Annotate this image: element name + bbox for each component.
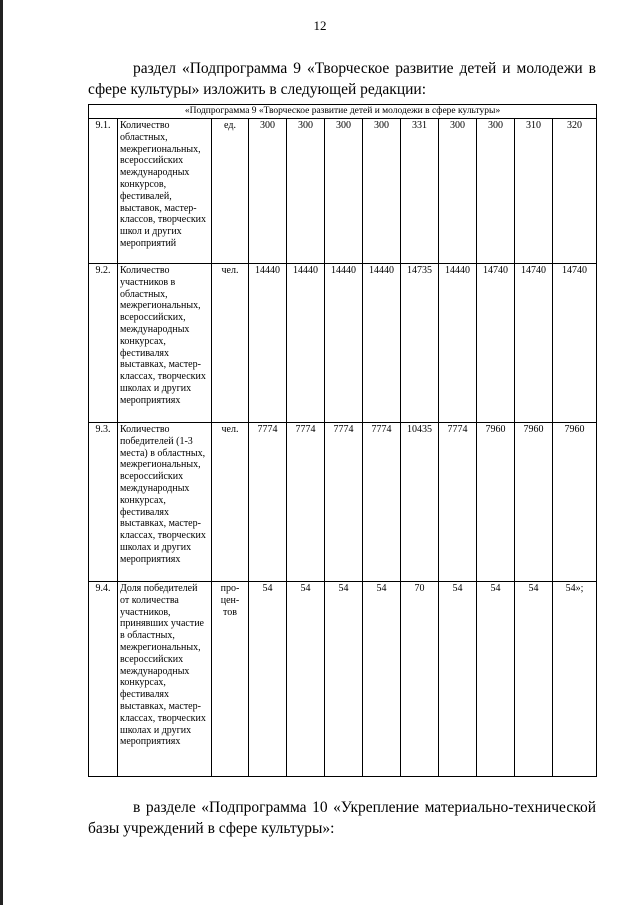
value-cell: 70	[401, 582, 439, 777]
value-cell: 14440	[287, 264, 325, 423]
outro-paragraph: в разделе «Подпрограмма 10 «Укрепление материально-технической базы учреждений в сфере культуры»:	[88, 799, 596, 837]
page-number: 12	[313, 18, 327, 33]
table-row	[89, 423, 597, 582]
unit-cell: чел.	[212, 264, 249, 423]
row-number: 9.1.	[89, 119, 118, 264]
table-title-row	[89, 105, 597, 119]
value-cell: 300	[287, 119, 325, 264]
scan-edge	[0, 0, 3, 905]
value-cell: 14440	[249, 264, 287, 423]
value-cell: 300	[439, 119, 477, 264]
value-cell: 54	[249, 582, 287, 777]
value-cell: 54»;	[553, 582, 597, 777]
value-cell: 54	[325, 582, 363, 777]
indicator-name: Количество участников в областных, межрегиональных, всероссийских, международных конкурсах, фестивалях выставках, мастер-классах, творческих школах и других мероприятиях	[118, 264, 212, 423]
value-cell: 7774	[287, 423, 325, 582]
row-number: 9.2.	[89, 264, 118, 423]
table-row	[89, 264, 597, 423]
value-cell: 14740	[553, 264, 597, 423]
row-number: 9.4.	[89, 582, 118, 777]
indicator-name: Количество областных, межрегиональных, всероссийских международных конкурсов, фестивалей, выставок, мастер-классов, творческих школ и других мероприятий	[118, 119, 212, 264]
table-row	[89, 582, 597, 777]
value-cell: 14735	[401, 264, 439, 423]
value-cell: 54	[363, 582, 401, 777]
value-cell: 7774	[439, 423, 477, 582]
table-title: «Подпрограмма 9 «Творческое развитие детей и молодежи в сфере культуры»	[89, 105, 597, 119]
table-row	[89, 119, 597, 264]
value-cell: 54	[515, 582, 553, 777]
value-cell: 7774	[363, 423, 401, 582]
unit-cell: ед.	[212, 119, 249, 264]
intro-paragraph: раздел «Подпрограмма 9 «Творческое развитие детей и молодежи в сфере культуры» изложить в следующей редакции:	[88, 60, 596, 98]
value-cell: 310	[515, 119, 553, 264]
value-cell: 10435	[401, 423, 439, 582]
value-cell: 54	[287, 582, 325, 777]
value-cell: 300	[325, 119, 363, 264]
value-cell: 7774	[249, 423, 287, 582]
indicators-table	[88, 104, 597, 777]
value-cell: 54	[439, 582, 477, 777]
value-cell: 7774	[325, 423, 363, 582]
value-cell: 14440	[363, 264, 401, 423]
indicator-name: Количество победителей (1-3 места) в областных, межрегиональных, всероссийских международных конкурсах, фестивалях выставках, мастер-классах, творческих школах и других мероприятиях	[118, 423, 212, 582]
value-cell: 300	[363, 119, 401, 264]
unit-cell: чел.	[212, 423, 249, 582]
value-cell: 7960	[477, 423, 515, 582]
value-cell: 300	[477, 119, 515, 264]
indicator-name: Доля победителей от количества участников, принявших участие в областных, межрегиональных, всероссийских международных конкурсах, фестивалях выставках, мастер-классах, творческих школах и других мероприятиях	[118, 582, 212, 777]
value-cell: 14740	[477, 264, 515, 423]
value-cell: 320	[553, 119, 597, 264]
value-cell: 14440	[325, 264, 363, 423]
row-number: 9.3.	[89, 423, 118, 582]
value-cell: 14740	[515, 264, 553, 423]
value-cell: 7960	[553, 423, 597, 582]
value-cell: 331	[401, 119, 439, 264]
value-cell: 54	[477, 582, 515, 777]
value-cell: 14440	[439, 264, 477, 423]
value-cell: 7960	[515, 423, 553, 582]
unit-cell: про-цен-тов	[212, 582, 249, 777]
value-cell: 300	[249, 119, 287, 264]
